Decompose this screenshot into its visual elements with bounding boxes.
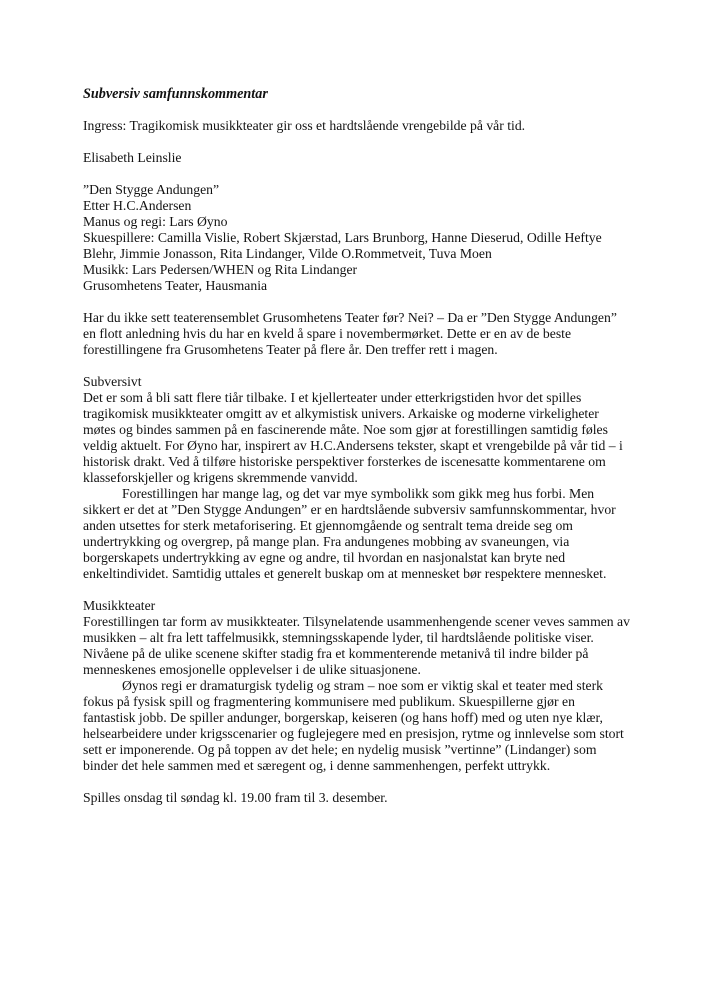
section-paragraph: Forestillingen har mange lag, og det var mye symbolikk som gikk meg hus forbi. Men sikkert er det at ”Den Stygge Andungen” er en hardtslående subversiv samfunnskommentar, hvor anden utsettes for sterk metaforisering. Et gjennomgående og sentralt tema dreide seg om undertrykking og overgrep, på mange plan. Fra andungenes mobbing av svaneungen, via borgerskapets undertrykking av egne og andre, til hvordan en nasjonalstat kan bryte ned enkeltindividet. Samtidig uttales et generelt buskap om at mennesket bør respektere mennesket. bbox=[83, 486, 616, 581]
intro-paragraph: Har du ikke sett teaterensemblet Grusomhetens Teater før? Nei? – Da er ”Den Stygge Andungen” en flott anledning hvis du har en kveld å spare i novembermørket. Dette er en av de beste forestillingene fra Grusomhetens Teater på flere år. Den treffer rett i magen. bbox=[83, 310, 617, 357]
byline: Elisabeth Leinslie bbox=[83, 150, 182, 165]
section-paragraph: Øynos regi er dramaturgisk tydelig og stram – noe som er viktig skal et teater med sterk fokus på fysisk spill og fragmentering kommunisere med publikum. Skuespillerne gjør en fantastisk jobb. De spiller andunger, borgerskap, keiseren (og hans hoff) med og uten nye klær, helsearbeidere under krigsscenarier og fuglejegere med en presisjon, rytme og innlevelse som stort sett er imponerende. Og på toppen av det hele; en nydelig musisk ”vertinne” (Lindanger) som binder det hele sammen med et særegent og, i denne sammenhengen, perfekt uttrykk. bbox=[83, 678, 624, 773]
section-subversivt bbox=[83, 374, 630, 582]
section-heading-musikkteater: Musikkteater bbox=[83, 598, 156, 613]
section-paragraph: Forestillingen tar form av musikkteater. Tilsynelatende usammenhengende scener veves sammen av musikken – alt fra lett taffelmusikk, stemningsskapende lyder, til hardtslående politiske viser. Nivåene på de ulike scenene skifter stadig fra et kommenterende metanivå til indre bilder på menneskenes emosjonelle opplevelser i de ulike situasjonene. bbox=[83, 614, 630, 677]
credit-line-title: ”Den Stygge Andungen” bbox=[83, 182, 220, 197]
credit-line-source: Etter H.C.Andersen bbox=[83, 198, 192, 213]
credit-line-director: Manus og regi: Lars Øyno bbox=[83, 214, 228, 229]
credit-line-music: Musikk: Lars Pedersen/WHEN og Rita Lindanger bbox=[83, 262, 358, 277]
production-credits bbox=[83, 182, 630, 294]
schedule-line: Spilles onsdag til søndag kl. 19.00 fram til 3. desember. bbox=[83, 790, 388, 805]
section-paragraph: Det er som å bli satt flere tiår tilbake. I et kjellerteater under etterkrigstiden hvor det spilles tragikomisk musikkteater omgitt av et alkymistisk univers. Arkaiske og moderne virkeligheter møtes og bindes sammen på en fascinerende måte. Noe som gjør at forestillingen samtidig føles veldig aktuelt. For Øyno har, inspirert av H.C.Andersens tekster, skapt et vrengebilde på vår tid – i historisk drakt. Ved å tilføre historiske perspektiver forsterkes de iscenesatte kommentarene om klasseforskjeller og krigens skremmende vanvidd. bbox=[83, 390, 623, 485]
section-heading-subversivt: Subversivt bbox=[83, 374, 142, 389]
section-musikkteater bbox=[83, 598, 630, 774]
ingress-text: Ingress: Tragikomisk musikkteater gir oss et hardtslående vrengebilde på vår tid. bbox=[83, 118, 526, 133]
page-title: Subversiv samfunnskommentar bbox=[83, 86, 268, 102]
credit-line-actors: Skuespillere: Camilla Vislie, Robert Skjærstad, Lars Brunborg, Hanne Dieserud, Odille Heftye Blehr, Jimmie Jonasson, Rita Lindanger, Vilde O.Rommetveit, Tuva Moen bbox=[83, 230, 602, 261]
credit-line-venue: Grusomhetens Teater, Hausmania bbox=[83, 278, 268, 293]
